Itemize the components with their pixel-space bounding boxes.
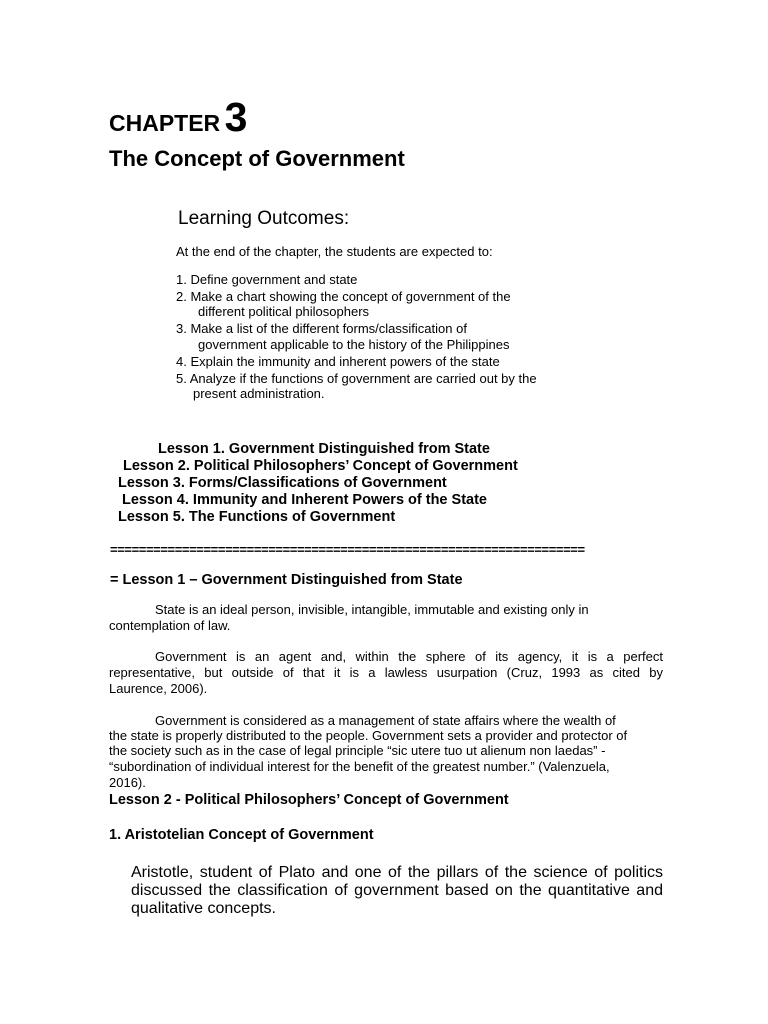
lesson1-p3-line5: 2016). [109,775,146,790]
lesson2-p1 [131,864,663,918]
learning-outcomes-title: Learning Outcomes: [178,208,350,229]
learning-outcomes-intro: At the end of the chapter, the students are expected to: [176,244,493,259]
lesson-list-item-3: Lesson 3. Forms/Classifications of Government [118,475,447,491]
outcome-item-3: 3. Make a list of the different forms/classification of [176,321,467,336]
lesson2-p1-line1: Aristotle, student of Plato and one of the pillars of the science of politics [131,864,663,881]
lesson1-p2 [109,649,663,697]
outcome-item-5: 5. Analyze if the functions of government are carried out by the [176,371,537,386]
lesson1-heading: = Lesson 1 – Government Distinguished from State [110,572,463,588]
lesson-list-item-1: Lesson 1. Government Distinguished from State [158,441,490,457]
lesson2-p1-line2: discussed the classification of government based on the quantitative and [131,882,663,899]
lesson2-p1-line3: qualitative concepts. [131,900,276,917]
lesson1-p3-line2: the state is properly distributed to the people. Government sets a provider and protector of [109,728,628,743]
lesson-list-item-5: Lesson 5. The Functions of Government [118,509,396,525]
outcome-item-4: 4. Explain the immunity and inherent powers of the state [176,354,500,369]
lesson1-p1-line1: State is an ideal person, invisible, intangible, immutable and existing only in [155,602,589,617]
page-title: The Concept of Government [109,146,405,171]
lesson-list-item-2: Lesson 2. Political Philosophers’ Concept of Government [123,458,518,474]
chapter-number: 3 [224,94,248,140]
chapter-word: CHAPTER [109,110,221,136]
lesson2-subheading: 1. Aristotelian Concept of Government [109,827,374,843]
lesson-list-item-4: Lesson 4. Immunity and Inherent Powers of the State [122,492,487,508]
lesson1-p2-line1: Government is an agent and, within the sphere of its agency, it is a perfect [155,649,663,664]
lesson2-heading: Lesson 2 - Political Philosophers’ Concept of Government [109,792,509,808]
lesson1-p3-line1: Government is considered as a management of state affairs where the wealth of [155,713,616,728]
chapter-heading [109,94,247,141]
outcome-item-3-cont: government applicable to the history of the Philippines [198,337,510,352]
lesson1-p2-line3: Laurence, 2006). [109,681,208,696]
outcome-item-2: 2. Make a chart showing the concept of government of the [176,289,511,304]
lesson1-p1-line2: contemplation of law. [109,618,231,633]
section-divider: ================================================================== [110,542,585,557]
lesson1-p2-line2: representative, but outside of that it is a lawless usurpation (Cruz, 1993 as cited by [109,665,663,680]
lesson1-p3-line3: the society such as in the case of legal principle “sic utere tuo ut alienum non laedas” - [109,743,606,758]
outcome-item-5-cont: present administration. [193,386,325,401]
lesson1-p3-line4: “subordination of individual interest for the benefit of the greatest number.” (Valenzuela, [109,759,610,774]
outcome-item-1: 1. Define government and state [176,272,358,287]
outcome-item-2-cont: different political philosophers [198,304,370,319]
